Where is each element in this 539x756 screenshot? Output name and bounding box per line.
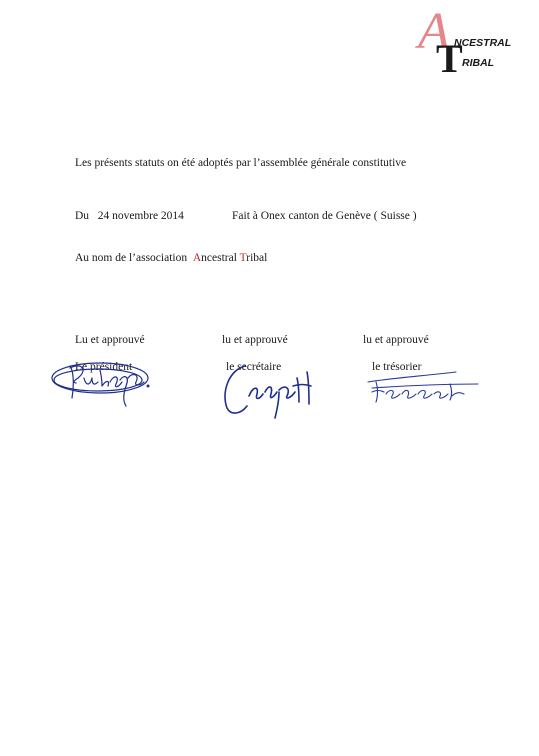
association-word-2-rest: ribal [246, 252, 268, 264]
logo-letter-a: A [418, 3, 450, 60]
association-initial-t: T [239, 252, 247, 264]
logo-word-bottom: RIBAL [462, 57, 495, 69]
approval-text-president: Lu et approuvé [75, 334, 145, 346]
ancestral-tribal-logo [412, 2, 536, 78]
association-prefix: Au nom de l’association [75, 252, 188, 264]
logo-graphic [412, 2, 536, 78]
date-value: 24 novembre 2014 [97, 210, 184, 222]
logo-letter-t: T [436, 36, 463, 78]
adoption-statement: Les présents statuts on été adoptés par l’assemblée générale constitutive [75, 157, 407, 169]
association-line [75, 251, 267, 265]
association-initial-a: A [192, 252, 202, 264]
signature-block-treasurer [363, 333, 429, 373]
role-president: Le président [75, 361, 133, 373]
signature-block-secretary [222, 333, 288, 373]
role-secretary: le secrétaire [226, 361, 282, 373]
date-label: Du [75, 210, 90, 222]
approval-text-secretary: lu et approuvé [222, 334, 288, 346]
approval-text-treasurer: lu et approuvé [363, 334, 429, 346]
role-treasurer: le trésorier [372, 361, 422, 373]
logo-word-top: NCESTRAL [454, 37, 512, 49]
date-place-line [75, 209, 417, 223]
signature-block-president [75, 333, 145, 373]
association-word-1-rest: ncestral [201, 252, 237, 264]
place-text: Fait à Onex canton de Genève ( Suisse ) [232, 210, 417, 222]
